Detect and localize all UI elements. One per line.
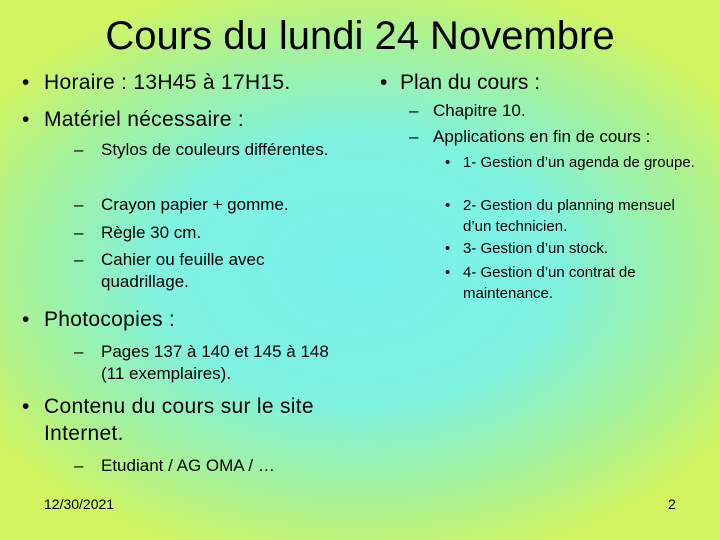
application-item: • 2- Gestion du planning mensuel d’un technicien. [445, 195, 693, 237]
materiel-item: – Stylos de couleurs différentes. [0, 139, 339, 161]
materiel-item: – Crayon papier + gomme. [0, 194, 339, 216]
footer-date: 12/30/2021 [44, 496, 115, 512]
bullet-horaire: • Horaire : 13H45 à 17H15. [0, 69, 384, 96]
application-item: • 4- Gestion d’un contrat de maintenance. [445, 262, 693, 304]
bullet-contenu: • Contenu du cours sur le site Internet. [0, 393, 344, 447]
slide-title: Cours du lundi 24 Novembre [105, 14, 615, 58]
application-item: • 3- Gestion d’un stock. [445, 238, 720, 259]
bullet-materiel: • Matériel nécessaire : [0, 106, 384, 133]
bullet-photocopies: • Photocopies : [0, 306, 384, 333]
bullet-plan: • Plan du cours : [380, 69, 540, 96]
footer-page-number: 2 [668, 496, 676, 512]
contenu-item: – Etudiant / AG OMA / … [0, 455, 411, 477]
plan-item: – Chapitre 10. [409, 100, 526, 122]
materiel-item: – Cahier ou feuille avec quadrillage. [0, 249, 339, 293]
materiel-item: – Règle 30 cm. [0, 222, 339, 244]
photocopies-item: – Pages 137 à 140 et 145 à 148 (11 exemplaires). [0, 341, 359, 385]
application-item: • 1- Gestion d’un agenda de groupe. [445, 152, 708, 173]
plan-item: – Applications en fin de cours : [409, 126, 650, 148]
